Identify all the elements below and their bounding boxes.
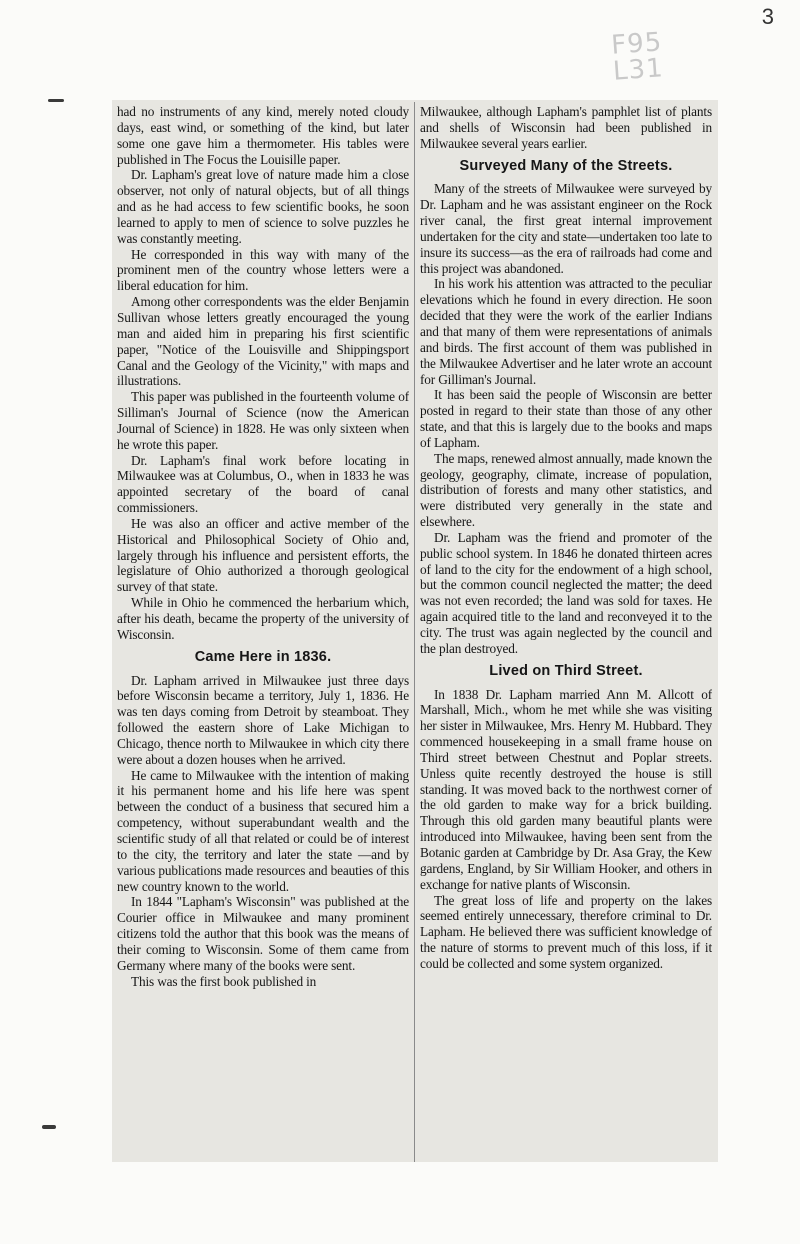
article-paragraph: Among other correspondents was the elder Benjamin Sullivan whose letters greatly encouraged the young man and aided him in preparing his first scientific paper, "Notice of the Louisville and Shippingsport Canal and the Geology of the Vicinity," with maps and illustrations. [117,294,409,389]
page-number: 3 [761,4,774,29]
article-paragraph: The great loss of life and property on the lakes seemed entirely unnecessary, therefore criminal to Dr. Lapham. He believed there was sufficient knowledge of the nature of storms to prevent much of this loss, if it could be collected and some system organized. [420,892,712,971]
article-paragraph: It has been said the people of Wisconsin are better posted in regard to their state than those of any other state, and that this is largely due to the books and maps of Lapham. [420,387,712,450]
column-divider [414,102,415,1162]
right-column [420,104,712,1158]
article-paragraph: Milwaukee, although Lapham's pamphlet list of plants and shells of Wisconsin had been published in Milwaukee several years earlier. [420,104,712,151]
article-paragraph: had no instruments of any kind, merely noted cloudy days, east wind, or something of the kind, but later some one gave him a thermometer. His tables were published in The Focus the Louisille paper. [117,104,409,167]
section-heading: Came Here in 1836. [194,648,332,665]
article-paragraph: He was also an officer and active member of the Historical and Philosophical Society of Ohio and, largely through his influence and persistent efforts, the legislature of Ohio authorized a thorough geological survey of that state. [117,515,409,595]
article-paragraph: Many of the streets of Milwaukee were surveyed by Dr. Lapham and he was assistant engineer on the Rock river canal, the first great internal improvement undertaken for the city and state—undertaken too late to insure its success—as the era of railroads had come and this project was abandoned. [420,181,712,276]
binder-hole-mark [42,1125,56,1129]
article-paragraph: The maps, renewed almost annually, made known the geology, geography, climate, increase of population, distribution of forests and many other statistics, and were distributed very generally in the state and elsewhere. [420,450,712,530]
article-paragraph: He came to Milwaukee with the intention of making it his permanent home and his life here was spent between the conduct of a business that secured him a competency, without superabundant wealth and the scientific study of all that related or could be of interest to the city, the territory and later the state —and by various publications made resources and beauties of this new country known to the world. [117,767,409,894]
article-paragraph: This paper was published in the fourteenth volume of Silliman's Journal of Science (now the American Journal of Science) in 1828. He was only sixteen when he wrote this paper. [117,389,409,452]
article-paragraph: Dr. Lapham arrived in Milwaukee just three days before Wisconsin became a territory, July 1, 1836. He was ten days coming from Detroit by steamboat. They followed the eastern shore of Lake Michigan to Chicago, thence north to Milwaukee in which city there were about a dozen houses when he arrived. [117,672,409,767]
article-paragraph: Dr. Lapham was the friend and promoter of the public school system. In 1846 he donated thirteen acres of land to the city for the endowment of a high school, but the common council neglected the matter; the deed was not even recorded; the land was sold for taxes. He again acquired title to the land and reconveyed it to the city. The trust was again neglected by the council and the plan destroyed. [420,529,712,656]
section-heading: Lived on Third Street. [489,662,643,679]
article-paragraph: This was the first book published in [131,973,317,989]
article-paragraph: In his work his attention was attracted to the peculiar elevations which he found in every direction. He soon decided that they were the work of the earlier Indians and that many of them were representations of animals and birds. The first account of them was published in the Milwaukee Advertiser and he later wrote an account for Gilliman's Journal. [420,276,712,387]
article-paragraph: Dr. Lapham's final work before locating in Milwaukee was at Columbus, O., when in 1833 he was appointed secretary of the board of canal commissioners. [117,452,409,516]
binder-hole-mark [48,99,64,102]
article-paragraph: Dr. Lapham's great love of nature made him a close observer, not only of natural objects, but of all things and as he had access to few scientific books, he soon learned to apply to men of science to solve puzzles he was constantly meeting. [117,167,409,246]
article-paragraph: In 1844 "Lapham's Wisconsin" was published at the Courier office in Milwaukee and many prominent citizens told the author that this book was the means of their coming to Wisconsin. Some of them came from Germany where many of the books were sent. [117,894,409,973]
article-paragraph: In 1838 Dr. Lapham married Ann M. Allcott of Marshall, Mich., whom he met while she was visiting her sister in Milwaukee, Mrs. Henry M. Hubbard. They commenced housekeeping in a small frame house on Third street between Chestnut and Poplar streets. Unless quite recently destroyed the house is still standing. It was moved back to the northwest corner of the old garden to make way for a brick building. Through this old garden many beautiful plants were introduced into Milwaukee, having been sent from the Botanic garden at Cambridge by Dr. Asa Gray, the Kew gardens, England, by Sir William Hooker, and others in exchange for native plants of Wisconsin. [420,686,712,892]
left-column [117,104,409,1158]
article-paragraph: While in Ohio he commenced the herbarium which, after his death, became the property of the university of Wisconsin. [117,595,409,642]
article-paragraph: He corresponded in this way with many of the prominent men of the country whose letters were a liberal education for him. [117,246,409,294]
section-heading: Surveyed Many of the Streets. [459,157,673,174]
pencil-annotation: F95 L31 [610,27,665,87]
